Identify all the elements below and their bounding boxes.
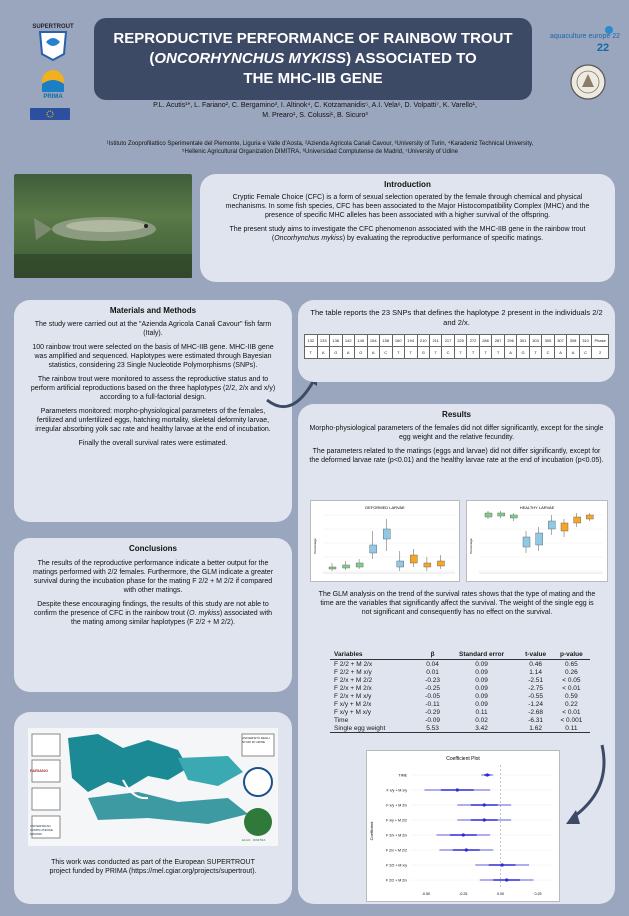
coef-label: F 2/2 + M x/y — [386, 863, 407, 868]
box-mark — [329, 567, 336, 569]
glm-cell: -0.25 — [425, 684, 440, 692]
udine-logo: UNIVERSITÀ DEGLI STUDI DI UDINE — [242, 736, 270, 744]
table-row — [330, 724, 590, 733]
chart-ylabel: Percentage — [313, 538, 317, 554]
snp-position-cell: 145 — [355, 335, 368, 347]
introduction-title: Introduction — [384, 180, 431, 189]
snp-base-cell: A — [367, 347, 380, 359]
snp-base-cell: G — [355, 347, 368, 359]
glm-cell: Single egg weight — [330, 724, 420, 733]
glm-header-cell: β — [420, 650, 444, 660]
snp-base-cell: A — [342, 347, 355, 359]
coef-point — [486, 773, 489, 776]
box-mark — [574, 517, 581, 523]
glm-table — [330, 650, 590, 733]
snp-caption: The table reports the 23 SNPs that defines the haplotype 2 present in the individuals 2/2 and 2/x. — [310, 308, 603, 327]
snp-base-cell: T — [405, 347, 418, 359]
box-mark — [397, 561, 404, 567]
box-mark — [561, 523, 568, 531]
glm-cell: -6.31 — [528, 716, 544, 724]
glm-cell: -2.68 — [528, 708, 544, 716]
coef-point — [483, 803, 486, 806]
glm-header-cell: p-value — [553, 650, 590, 660]
snp-base-cell: A — [317, 347, 330, 359]
snp-position-cell: 136 — [330, 335, 343, 347]
glm-cell: F 2/x + M 2/x — [334, 684, 372, 692]
snp-position-cell: 132 — [305, 335, 318, 347]
results-p1: Morpho-physiological parameters of the females did not differ significantly, except for the single egg weight and the relative fecundity. — [309, 425, 604, 441]
coef-label: F 2/x + M 2/2 — [385, 848, 407, 853]
snp-base-cell: A — [567, 347, 580, 359]
ucm-logo: UNIVERSIDAD COMPLUTENSE MADRID — [30, 824, 53, 836]
coef-label: F 2/x + M 2/x — [386, 833, 407, 838]
results-p2: The parameters related to the matings (eggs and larvae) did not differ significantly, except for the deformed larvae rate (p<0.01) and the healthy larvae rate at the end of incubation (p<0.05). — [309, 448, 604, 464]
snp-position-cell: 307 — [554, 335, 567, 347]
snp-base-cell: T — [430, 347, 442, 359]
snp-panel — [298, 300, 615, 382]
glm-cell: 0.09 — [475, 684, 488, 692]
snp-table — [304, 334, 609, 359]
glm-cell: 0.09 — [475, 660, 488, 668]
conclusions-p2: Despite these encouraging findings, the results of this study are not able to confirm the presence of CFC in the rainbow trout (O. mykiss) associated with the mating among similar haplotypes (F 2/2 + M 2/2). — [33, 601, 273, 626]
table-row — [330, 668, 590, 676]
snp-base-cell: T — [305, 347, 318, 359]
coef-point — [462, 833, 465, 836]
funding-panel — [14, 712, 292, 904]
snp-base-cell: T — [529, 347, 542, 359]
glm-cell: 0.01 — [426, 668, 439, 676]
table-row — [330, 708, 590, 716]
glm-cell: 0.09 — [475, 700, 488, 708]
glm-cell: 0.11 — [475, 708, 488, 716]
aquaculture-europe-logo — [549, 22, 621, 56]
coef-label: F x/y + M 2/x — [386, 803, 407, 808]
glm-header-cell: Variables — [330, 650, 420, 660]
box-mark — [510, 515, 517, 518]
snp-position-cell: 225 — [454, 335, 467, 347]
snp-position-cell: 210 — [417, 335, 430, 347]
poster-title: REPRODUCTIVE PERFORMANCE OF RAINBOW TROUT (ONCORHYNCHUS MYKISS) ASSOCIATED TO THE MHC-IIB GENE — [94, 18, 532, 100]
coef-point — [505, 878, 508, 881]
box-mark — [383, 529, 390, 539]
glm-cell: Time — [334, 716, 349, 724]
glm-cell: 3.42 — [445, 724, 519, 733]
glm-header-cell: t-value — [519, 650, 553, 660]
coef-tick-label: -0.50 — [421, 892, 431, 896]
glm-cell: 0.65 — [565, 660, 578, 668]
table-row — [330, 660, 590, 669]
snp-position-cell: 308 — [567, 335, 580, 347]
coef-label: F x/y + M 2/2 — [386, 818, 407, 823]
snp-position-cell: 160 — [392, 335, 405, 347]
coef-point — [456, 788, 459, 791]
box-mark — [498, 513, 505, 516]
methods-p4: Parameters monitored: morpho-physiological parameters of the females, fertilized and unfertilized eggs, hatching mortality, skeletal deformity larvae, irregular absorbing yolk sac rate and healthy larvae at the end of incubation. — [35, 408, 271, 433]
glm-cell: -0.55 — [528, 692, 544, 700]
methods-title: Materials and Methods — [109, 306, 197, 315]
glm-cell: -0.05 — [425, 692, 440, 700]
prima-logo: PRIMA — [30, 64, 76, 104]
snp-base-cell: G — [517, 347, 530, 359]
supertrout-logo — [28, 20, 78, 62]
glm-cell: < 0.01 — [562, 684, 581, 692]
glm-cell: -1.24 — [528, 700, 544, 708]
methods-p1: The study were carried out at the "Azienda Agricola Canali Cavour" fish farm (Italy). — [34, 321, 272, 337]
glm-cell: -0.09 — [425, 716, 440, 724]
chart-title: HEALTHY LARVAE — [519, 505, 555, 510]
svg-text:aquaculture europe 22: aquaculture europe 22 — [549, 33, 621, 40]
glm-cell: 0.46 — [529, 660, 542, 668]
glm-cell: 1.14 — [529, 668, 542, 676]
snp-position-cell: 158 — [380, 335, 393, 347]
snp-position-cell: 287 — [492, 335, 505, 347]
glm-cell: 0.09 — [475, 676, 488, 684]
glm-cell: -2.51 — [528, 676, 544, 684]
methods-p2: 100 rainbow trout were selected on the basis of MHC-IIB gene. MHC-IIB gene was amplified and sequenced. Haplotypes were estimated through Bayesian statistics, considering 23 Single Nucleotide Polymorphisms (SNPs). — [32, 344, 274, 369]
glm-cell: < 0.01 — [562, 708, 581, 716]
glm-cell: F 2/x + M 2/2 — [334, 676, 373, 684]
glm-cell: F x/y + M x/y — [334, 708, 372, 716]
glm-cell: 0.11 — [553, 724, 590, 733]
glm-cell: 0.09 — [475, 692, 488, 700]
deformed-larvae-chart — [310, 500, 460, 582]
snp-base-cell: T — [467, 347, 480, 359]
box-mark — [343, 565, 350, 568]
svg-text:SUPERTROUT: SUPERTROUT — [32, 24, 74, 30]
snp-position-cell: 272 — [467, 335, 480, 347]
snp-base-cell: C — [380, 347, 393, 359]
box-mark — [410, 555, 417, 563]
university-seal-logo — [568, 62, 608, 102]
snp-position-cell: 310 — [579, 335, 592, 347]
box-mark — [356, 563, 363, 567]
glm-cell: 0.26 — [565, 668, 578, 676]
snp-base-cell: C — [579, 347, 592, 359]
glm-cell: 0.59 — [565, 692, 578, 700]
authors: P.L. Acutis¹*, L. Fariano², C. Bergamino³, I. Altinok⁴, C. Kotzamanidis⁵, A.I. Vela⁶, D. Volpatti⁷, K. Varello¹, M. Prearo¹, S. Colussi¹, B. Sicuro³ — [153, 102, 477, 119]
snp-position-cell: 194 — [405, 335, 418, 347]
arrow-icon — [562, 740, 612, 830]
glm-cell: -2.75 — [528, 684, 544, 692]
results-p3: The GLM analysis on the trend of the survival rates shows that the type of mating and the time are the variables that significantly affect the survival. The weight of the single egg is not significant and consequently has no effect on the survival. — [318, 591, 596, 616]
snp-base-cell: C — [442, 347, 455, 359]
table-row — [330, 716, 590, 724]
glm-cell: 0.09 — [475, 668, 488, 676]
coef-label: F 2/2 + M 2/x — [385, 878, 407, 883]
methods-panel — [14, 300, 292, 522]
glm-cell: F 2/x + M x/y — [334, 692, 372, 700]
healthy-larvae-chart — [466, 500, 608, 582]
elgo-logo: ELGO · DIMITRA — [242, 838, 266, 842]
glm-cell: -0.23 — [425, 676, 440, 684]
glm-cell: 0.22 — [565, 700, 578, 708]
box-mark — [485, 513, 492, 517]
box-mark — [523, 537, 530, 547]
box-mark — [370, 545, 377, 553]
box-mark — [424, 563, 431, 567]
introduction-panel — [200, 174, 615, 282]
snp-position-cell: 296 — [504, 335, 517, 347]
chart-title: DEFORMED LARVAE — [365, 505, 405, 510]
snp-position-cell: 142 — [342, 335, 355, 347]
trout-photo — [14, 174, 192, 278]
snp-base-cell: A — [554, 347, 567, 359]
methods-p5: Finally the overall survival rates were estimated. — [78, 440, 228, 447]
glm-cell: F 2/2 + M 2/x — [334, 660, 373, 668]
partner-map — [28, 728, 278, 846]
snp-base-cell: 2 — [592, 347, 609, 359]
snp-base-cell: G — [417, 347, 430, 359]
box-mark — [586, 515, 593, 519]
coef-tick-label: 0.25 — [534, 892, 542, 896]
snp-base-cell: C — [542, 347, 555, 359]
glm-cell: 1.62 — [519, 724, 553, 733]
glm-cell: F 2/2 + M x/y — [334, 668, 372, 676]
glm-cell: < 0.05 — [562, 676, 581, 684]
snp-position-cell: 211 — [430, 335, 442, 347]
box-mark — [437, 561, 444, 566]
results-title: Results — [442, 410, 471, 419]
introduction-p2: The present study aims to investigate the CFC phenomenon associated with the MHC-IIB gene in the rainbow trout (Oncorhynchus mykiss) by evaluating the reproductive performance of specific matings. — [229, 226, 586, 242]
snp-base-cell: T — [454, 347, 467, 359]
conclusions-title: Conclusions — [128, 544, 177, 553]
affiliations: ¹Istituto Zooprofilattico Sperimentale del Piemonte, Liguria e Valle d'Aosta, ²Azienda Agricola Canali Cavour, ³University of Turin, ⁴Karadeniz Technical University, ⁵Hellenic Agricultural Organization DIMITRA, ⁶Universidad Complutense de Madrid, ⁷University of Udine — [106, 141, 534, 155]
snp-base-cell: G — [330, 347, 343, 359]
glm-cell: 0.04 — [426, 660, 439, 668]
coef-ylabel: Coefficient — [369, 821, 374, 841]
coef-point — [483, 818, 486, 821]
conclusions-panel — [14, 538, 292, 692]
glm-table-wrap — [330, 650, 590, 733]
snp-base-cell: A — [504, 347, 517, 359]
table-row — [330, 676, 590, 684]
glm-cell: 5.53 — [420, 724, 444, 733]
glm-cell: -0.11 — [425, 700, 440, 708]
coef-point — [465, 848, 468, 851]
glm-cell: -0.29 — [425, 708, 440, 716]
snp-position-cell: Phase — [592, 335, 609, 347]
methods-p3: The rainbow trout were monitored to assess the reproductive status and to perform artificial reproductions based on the three haplotypes (2/2, 2/x and x/y) according to a full-factorial design. — [30, 376, 276, 401]
snp-base-cell: T — [392, 347, 405, 359]
chart-ylabel: Percentage — [469, 538, 473, 554]
snp-position-cell: 305 — [542, 335, 555, 347]
snp-position-cell: 301 — [517, 335, 530, 347]
coef-label: F x/y + M x/y — [386, 788, 407, 793]
box-mark — [548, 521, 555, 529]
table-row — [330, 692, 590, 700]
snp-base-cell: T — [492, 347, 505, 359]
coefficient-plot — [366, 750, 560, 902]
box-mark — [536, 533, 543, 545]
snp-position-cell: 286 — [479, 335, 492, 347]
table-row — [330, 700, 590, 708]
glm-cell: F x/y + M 2/x — [334, 700, 372, 708]
snp-position-cell: 133 — [317, 335, 330, 347]
coef-tick-label: -0.25 — [459, 892, 468, 896]
fariano-logo: FARIANO — [30, 768, 48, 773]
coef-label: TIME — [398, 773, 407, 778]
glm-cell: < 0.001 — [560, 716, 583, 724]
funding-text: This work was conducted as part of the European SUPERTROUT project funded by PRIMA (https://mel.cgiar.org/projects/supertrout). — [49, 859, 257, 875]
snp-position-cell: 217 — [442, 335, 455, 347]
coef-point — [501, 863, 504, 866]
table-row — [330, 684, 590, 692]
coef-tick-label: 0.00 — [497, 892, 505, 896]
snp-position-cell: 303 — [529, 335, 542, 347]
coef-title: Coefficient Plot — [446, 756, 480, 762]
snp-base-cell: T — [479, 347, 492, 359]
glm-header-cell: Standard error — [445, 650, 519, 660]
introduction-p1: Cryptic Female Choice (CFC) is a form of sexual selection operated by the female through chemical and physical mechanisms. In some fish species, CFC has been associated to the Major Histocompatibility Complex (MHC) and the presence of specific MHC alleles has been associated with a higher survival of the offspring. — [225, 194, 590, 219]
conclusions-p1: The results of the reproductive performance indicate a better output for the matings performed with 2/2 females. Furthermore, the GLM indicate a greater survival during the incubation phase for the mating F 2/2 + M 2/2 if compared with other matings. — [32, 560, 274, 594]
glm-cell: 0.02 — [475, 716, 488, 724]
svg-text:22: 22 — [596, 42, 610, 54]
snp-position-cell: 154 — [367, 335, 380, 347]
